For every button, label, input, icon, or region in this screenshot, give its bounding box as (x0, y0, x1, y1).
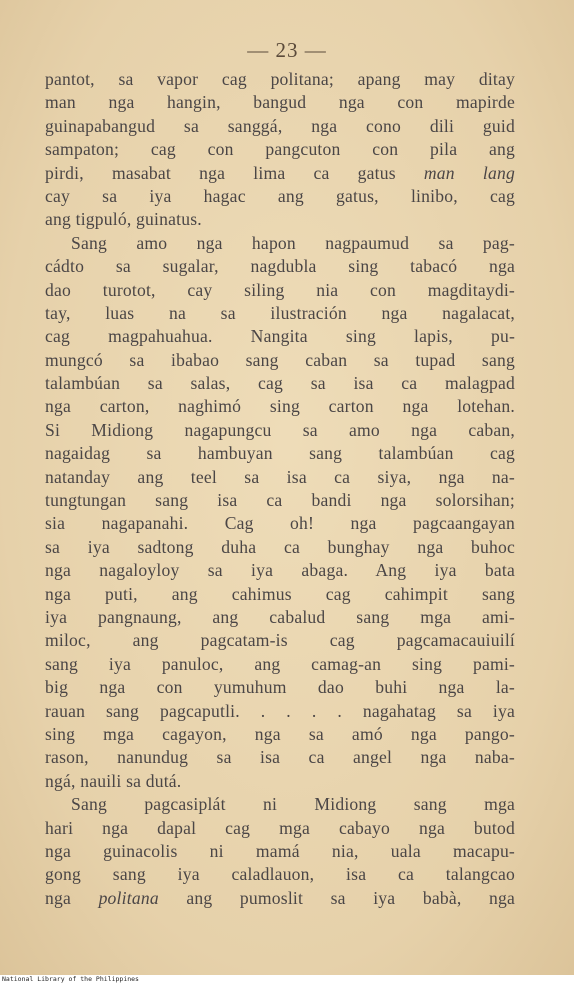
text-segment: nga (45, 887, 72, 908)
text-line: tay, luas na sa ilustración nga nagalacat, (45, 302, 515, 323)
text-line: ngá, nauili sa dutá. (45, 770, 182, 791)
text-line: sa iya sadtong duha ca bunghay nga buhoc (45, 536, 515, 557)
text-line: hari nga dapal cag mga cabayo nga butod (45, 817, 515, 838)
body-text (45, 68, 515, 910)
text-line: cag magpahuahua. Nangita sing lapis, pu- (45, 326, 515, 347)
page-number: — 23 — (247, 38, 327, 62)
text-line: iya pangnaung, ang cabalud sang mga ami- (45, 606, 515, 627)
text-line: sia nagapanahi. Cag oh! nga pagcaangayan (45, 513, 515, 534)
text-line: sing mga cagayon, nga sa amó nga pango- (45, 723, 515, 744)
text-segment: ang pumoslit sa iya babà, nga (186, 887, 515, 908)
text-line: dao turotot, cay siling nia con magditaydi- (45, 279, 515, 300)
text-line: ang tigpuló, guinatus. (45, 209, 202, 230)
text-line: nga guinacolis ni mamá nia, uala macapu- (45, 840, 515, 861)
text-line: guinapabangud sa sanggá, nga cono dili guid (45, 115, 515, 136)
text-line: sang iya panuloc, ang camag-an sing pami- (45, 653, 515, 674)
italic-phrase: man lang (423, 162, 515, 183)
text-line: pantot, sa vapor cag politana; apang may ditay (45, 69, 515, 89)
text-line: Sang pagcasiplát ni Midiong sang mga (71, 794, 515, 815)
text-line: natanday ang teel sa isa ca siya, nga na- (45, 466, 515, 487)
footer-credit: National Library of the Philippines (2, 975, 139, 983)
text-line: nga puti, ang cahimus cag cahimpit sang (45, 583, 515, 604)
text-line: Si Midiong nagapungcu sa amo nga caban, (45, 419, 515, 440)
text-line: rauan sang pagcaputli. . . . . nagahatag sa iya (45, 700, 515, 721)
text-line: man nga hangin, bangud nga con mapirde (45, 92, 515, 113)
text-line: nagaidag sa hambuyan sang talambúan cag (45, 443, 515, 464)
text-line: cay sa iya hagac ang gatus, linibo, cag (45, 185, 515, 206)
text-line: talambúan sa salas, cag sa isa ca malagpad (45, 373, 515, 394)
text-line: rason, nanundug sa isa ca angel nga naba- (45, 747, 515, 768)
text-line: mungcó sa ibabao sang caban sa tupad sang (45, 349, 515, 370)
text-line: miloc, ang pagcatam-is cag pagcamacauiuilí (45, 630, 515, 651)
text-line: cádto sa sugalar, nagdubla sing tabacó nga (45, 256, 515, 277)
text-segment: pirdi, masabat nga lima ca gatus (45, 162, 396, 183)
text-line (45, 887, 515, 910)
footer (0, 975, 574, 983)
text-line: big nga con yumuhum dao buhi nga la- (45, 677, 515, 698)
text-line: nga carton, naghimó sing carton nga lotehan. (45, 396, 515, 417)
text-line: Sang amo nga hapon nagpaumud sa pag- (71, 232, 515, 253)
italic-phrase: politana (98, 887, 159, 908)
text-line: nga nagaloyloy sa iya abaga. Ang iya bata (45, 560, 515, 581)
text-line (45, 162, 515, 185)
text-line: sampaton; cag con pangcuton con pila ang (45, 139, 515, 160)
text-line: tungtungan sang isa ca bandi nga solorsihan; (45, 490, 515, 511)
text-line: gong sang iya caladlauon, isa ca talangcao (45, 864, 515, 885)
